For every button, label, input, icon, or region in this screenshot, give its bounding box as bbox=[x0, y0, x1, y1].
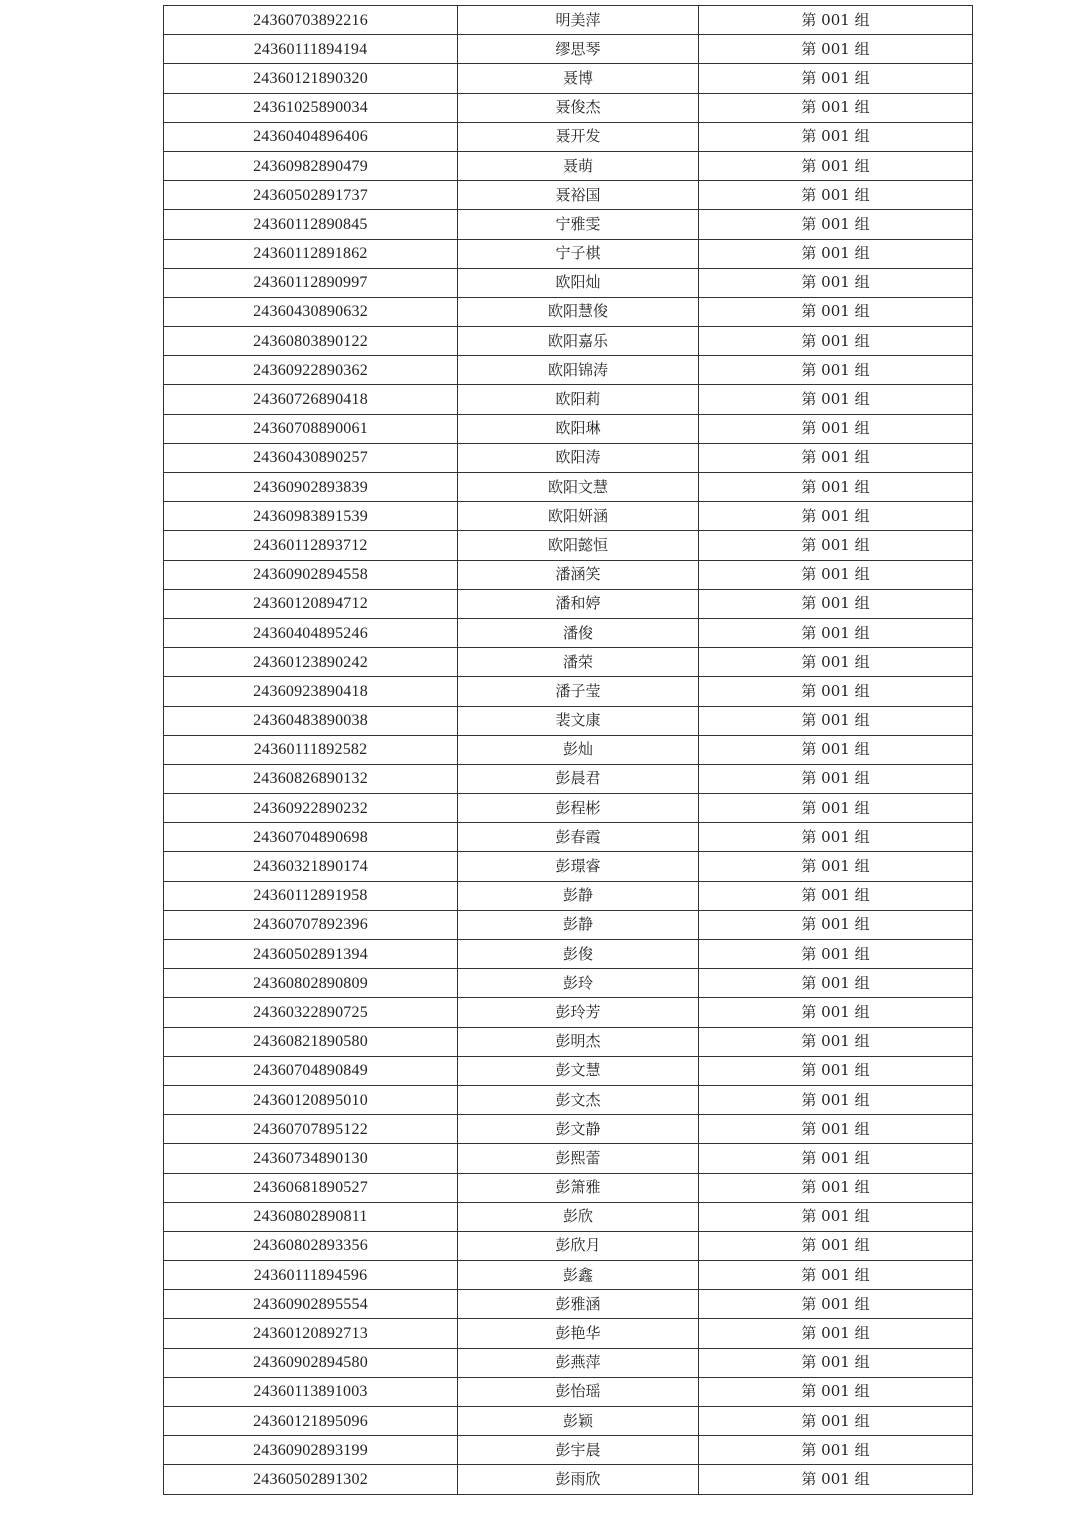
candidate-id-cell: 24360120894712 bbox=[164, 589, 458, 618]
candidate-name-cell: 彭颖 bbox=[458, 1407, 699, 1436]
group-cell: 第 001 组 bbox=[699, 852, 973, 881]
candidate-name-cell: 聂俊杰 bbox=[458, 93, 699, 122]
candidate-name-cell: 彭明杰 bbox=[458, 1027, 699, 1056]
group-cell: 第 001 组 bbox=[699, 589, 973, 618]
group-cell: 第 001 组 bbox=[699, 1144, 973, 1173]
table-row bbox=[164, 677, 973, 706]
candidate-id-cell: 24360430890632 bbox=[164, 297, 458, 326]
table-row bbox=[164, 1231, 973, 1260]
candidate-id-cell: 24360821890580 bbox=[164, 1027, 458, 1056]
table-row bbox=[164, 910, 973, 939]
candidate-id-cell: 24360802890809 bbox=[164, 969, 458, 998]
table-row bbox=[164, 1261, 973, 1290]
candidate-name-cell: 缪思琴 bbox=[458, 35, 699, 64]
table-row bbox=[164, 852, 973, 881]
candidate-id-cell: 24360112891958 bbox=[164, 881, 458, 910]
candidate-name-cell: 欧阳妍涵 bbox=[458, 502, 699, 531]
candidate-id-cell: 24360113891003 bbox=[164, 1377, 458, 1406]
group-cell: 第 001 组 bbox=[699, 6, 973, 35]
candidate-name-cell: 彭程彬 bbox=[458, 794, 699, 823]
group-cell: 第 001 组 bbox=[699, 940, 973, 969]
group-cell: 第 001 组 bbox=[699, 1377, 973, 1406]
candidate-name-cell: 彭艳华 bbox=[458, 1319, 699, 1348]
candidate-name-cell: 潘俊 bbox=[458, 618, 699, 647]
candidate-id-cell: 24360734890130 bbox=[164, 1144, 458, 1173]
group-cell: 第 001 组 bbox=[699, 677, 973, 706]
candidate-id-cell: 24360404895246 bbox=[164, 618, 458, 647]
table-row bbox=[164, 1056, 973, 1085]
candidate-table bbox=[163, 5, 973, 1495]
group-cell: 第 001 组 bbox=[699, 268, 973, 297]
candidate-id-cell: 24360707892396 bbox=[164, 910, 458, 939]
group-cell: 第 001 组 bbox=[699, 1085, 973, 1114]
group-cell: 第 001 组 bbox=[699, 560, 973, 589]
table-row bbox=[164, 1348, 973, 1377]
candidate-name-cell: 彭欣月 bbox=[458, 1231, 699, 1260]
table-row bbox=[164, 969, 973, 998]
table-row bbox=[164, 706, 973, 735]
group-cell: 第 001 组 bbox=[699, 706, 973, 735]
group-cell: 第 001 组 bbox=[699, 1202, 973, 1231]
candidate-id-cell: 24360430890257 bbox=[164, 443, 458, 472]
candidate-name-cell: 潘子莹 bbox=[458, 677, 699, 706]
candidate-name-cell: 彭春霞 bbox=[458, 823, 699, 852]
candidate-name-cell: 彭文杰 bbox=[458, 1085, 699, 1114]
table-row bbox=[164, 239, 973, 268]
table-row bbox=[164, 297, 973, 326]
group-cell: 第 001 组 bbox=[699, 998, 973, 1027]
candidate-name-cell: 彭怡瑶 bbox=[458, 1377, 699, 1406]
group-cell: 第 001 组 bbox=[699, 414, 973, 443]
candidate-id-cell: 24360704890698 bbox=[164, 823, 458, 852]
candidate-id-cell: 24360826890132 bbox=[164, 764, 458, 793]
table-row bbox=[164, 823, 973, 852]
candidate-name-cell: 彭静 bbox=[458, 881, 699, 910]
candidate-id-cell: 24360726890418 bbox=[164, 385, 458, 414]
candidate-id-cell: 24360902893839 bbox=[164, 473, 458, 502]
candidate-name-cell: 彭燕萍 bbox=[458, 1348, 699, 1377]
table-row bbox=[164, 414, 973, 443]
table-row bbox=[164, 735, 973, 764]
candidate-id-cell: 24360923890418 bbox=[164, 677, 458, 706]
candidate-id-cell: 24360483890038 bbox=[164, 706, 458, 735]
candidate-id-cell: 24360703892216 bbox=[164, 6, 458, 35]
group-cell: 第 001 组 bbox=[699, 823, 973, 852]
table-row bbox=[164, 151, 973, 180]
candidate-name-cell: 彭俊 bbox=[458, 940, 699, 969]
candidate-name-cell: 彭玲芳 bbox=[458, 998, 699, 1027]
table-row bbox=[164, 6, 973, 35]
group-cell: 第 001 组 bbox=[699, 910, 973, 939]
group-cell: 第 001 组 bbox=[699, 64, 973, 93]
group-cell: 第 001 组 bbox=[699, 473, 973, 502]
candidate-id-cell: 24360902894558 bbox=[164, 560, 458, 589]
group-cell: 第 001 组 bbox=[699, 297, 973, 326]
table-row bbox=[164, 1319, 973, 1348]
candidate-name-cell: 宁雅雯 bbox=[458, 210, 699, 239]
candidate-name-cell: 彭宇晨 bbox=[458, 1436, 699, 1465]
candidate-name-cell: 彭欣 bbox=[458, 1202, 699, 1231]
table-row bbox=[164, 881, 973, 910]
table-row bbox=[164, 1115, 973, 1144]
candidate-id-cell: 24360502891394 bbox=[164, 940, 458, 969]
group-cell: 第 001 组 bbox=[699, 531, 973, 560]
candidate-id-cell: 24360681890527 bbox=[164, 1173, 458, 1202]
table-row bbox=[164, 764, 973, 793]
group-cell: 第 001 组 bbox=[699, 1290, 973, 1319]
table-row bbox=[164, 1290, 973, 1319]
candidate-name-cell: 彭璟睿 bbox=[458, 852, 699, 881]
candidate-name-cell: 彭文静 bbox=[458, 1115, 699, 1144]
candidate-id-cell: 24360802890811 bbox=[164, 1202, 458, 1231]
group-cell: 第 001 组 bbox=[699, 1115, 973, 1144]
table-row bbox=[164, 473, 973, 502]
candidate-id-cell: 24360112893712 bbox=[164, 531, 458, 560]
candidate-name-cell: 欧阳琳 bbox=[458, 414, 699, 443]
candidate-name-cell: 彭晨君 bbox=[458, 764, 699, 793]
candidate-id-cell: 24360111894596 bbox=[164, 1261, 458, 1290]
candidate-id-cell: 24360112890845 bbox=[164, 210, 458, 239]
table-body bbox=[164, 6, 973, 1495]
candidate-id-cell: 24360111892582 bbox=[164, 735, 458, 764]
candidate-name-cell: 潘荣 bbox=[458, 648, 699, 677]
group-cell: 第 001 组 bbox=[699, 93, 973, 122]
candidate-name-cell: 彭静 bbox=[458, 910, 699, 939]
table-row bbox=[164, 648, 973, 677]
table-row bbox=[164, 560, 973, 589]
table-row bbox=[164, 502, 973, 531]
candidate-name-cell: 欧阳懿恒 bbox=[458, 531, 699, 560]
candidate-name-cell: 聂博 bbox=[458, 64, 699, 93]
group-cell: 第 001 组 bbox=[699, 210, 973, 239]
candidate-id-cell: 24360112891862 bbox=[164, 239, 458, 268]
candidate-id-cell: 24360902894580 bbox=[164, 1348, 458, 1377]
group-cell: 第 001 组 bbox=[699, 385, 973, 414]
candidate-id-cell: 24360922890362 bbox=[164, 356, 458, 385]
table-row bbox=[164, 998, 973, 1027]
group-cell: 第 001 组 bbox=[699, 1319, 973, 1348]
candidate-id-cell: 24360111894194 bbox=[164, 35, 458, 64]
group-cell: 第 001 组 bbox=[699, 443, 973, 472]
group-cell: 第 001 组 bbox=[699, 794, 973, 823]
candidate-name-cell: 裴文康 bbox=[458, 706, 699, 735]
group-cell: 第 001 组 bbox=[699, 35, 973, 64]
candidate-name-cell: 欧阳莉 bbox=[458, 385, 699, 414]
group-cell: 第 001 组 bbox=[699, 735, 973, 764]
table-row bbox=[164, 268, 973, 297]
candidate-id-cell: 24360802893356 bbox=[164, 1231, 458, 1260]
candidate-name-cell: 聂裕国 bbox=[458, 181, 699, 210]
table-row bbox=[164, 1173, 973, 1202]
group-cell: 第 001 组 bbox=[699, 1027, 973, 1056]
table-row bbox=[164, 940, 973, 969]
table-row bbox=[164, 1085, 973, 1114]
candidate-id-cell: 24360121895096 bbox=[164, 1407, 458, 1436]
candidate-id-cell: 24360982890479 bbox=[164, 151, 458, 180]
candidate-name-cell: 欧阳嘉乐 bbox=[458, 327, 699, 356]
candidate-name-cell: 明美萍 bbox=[458, 6, 699, 35]
candidate-id-cell: 24361025890034 bbox=[164, 93, 458, 122]
candidate-id-cell: 24360120895010 bbox=[164, 1085, 458, 1114]
group-cell: 第 001 组 bbox=[699, 181, 973, 210]
candidate-id-cell: 24360708890061 bbox=[164, 414, 458, 443]
table-row bbox=[164, 443, 973, 472]
group-cell: 第 001 组 bbox=[699, 648, 973, 677]
group-cell: 第 001 组 bbox=[699, 1407, 973, 1436]
candidate-name-cell: 彭雨欣 bbox=[458, 1465, 699, 1494]
table-row bbox=[164, 1202, 973, 1231]
group-cell: 第 001 组 bbox=[699, 618, 973, 647]
candidate-id-cell: 24360902893199 bbox=[164, 1436, 458, 1465]
table-row bbox=[164, 210, 973, 239]
candidate-name-cell: 宁子棋 bbox=[458, 239, 699, 268]
table-row bbox=[164, 1436, 973, 1465]
candidate-id-cell: 24360120892713 bbox=[164, 1319, 458, 1348]
candidate-name-cell: 彭熙蕾 bbox=[458, 1144, 699, 1173]
candidate-id-cell: 24360121890320 bbox=[164, 64, 458, 93]
candidate-name-cell: 彭鑫 bbox=[458, 1261, 699, 1290]
table-row bbox=[164, 35, 973, 64]
table-row bbox=[164, 122, 973, 151]
table-row bbox=[164, 93, 973, 122]
table-row bbox=[164, 327, 973, 356]
candidate-name-cell: 潘涵笑 bbox=[458, 560, 699, 589]
candidate-id-cell: 24360922890232 bbox=[164, 794, 458, 823]
table-row bbox=[164, 181, 973, 210]
group-cell: 第 001 组 bbox=[699, 1348, 973, 1377]
group-cell: 第 001 组 bbox=[699, 1231, 973, 1260]
group-cell: 第 001 组 bbox=[699, 1056, 973, 1085]
group-cell: 第 001 组 bbox=[699, 122, 973, 151]
candidate-id-cell: 24360704890849 bbox=[164, 1056, 458, 1085]
candidate-name-cell: 潘和婷 bbox=[458, 589, 699, 618]
group-cell: 第 001 组 bbox=[699, 1173, 973, 1202]
candidate-id-cell: 24360502891302 bbox=[164, 1465, 458, 1494]
candidate-id-cell: 24360123890242 bbox=[164, 648, 458, 677]
candidate-name-cell: 欧阳慧俊 bbox=[458, 297, 699, 326]
group-cell: 第 001 组 bbox=[699, 1261, 973, 1290]
candidate-name-cell: 欧阳灿 bbox=[458, 268, 699, 297]
candidate-id-cell: 24360707895122 bbox=[164, 1115, 458, 1144]
candidate-name-cell: 彭灿 bbox=[458, 735, 699, 764]
group-cell: 第 001 组 bbox=[699, 1465, 973, 1494]
candidate-id-cell: 24360803890122 bbox=[164, 327, 458, 356]
table-row bbox=[164, 1027, 973, 1056]
table-row bbox=[164, 618, 973, 647]
candidate-name-cell: 聂萌 bbox=[458, 151, 699, 180]
table-row bbox=[164, 64, 973, 93]
table-row bbox=[164, 1407, 973, 1436]
group-cell: 第 001 组 bbox=[699, 239, 973, 268]
candidate-name-cell: 彭雅涵 bbox=[458, 1290, 699, 1319]
candidate-id-cell: 24360404896406 bbox=[164, 122, 458, 151]
table-row bbox=[164, 531, 973, 560]
group-cell: 第 001 组 bbox=[699, 881, 973, 910]
group-cell: 第 001 组 bbox=[699, 1436, 973, 1465]
table-row bbox=[164, 589, 973, 618]
candidate-name-cell: 欧阳涛 bbox=[458, 443, 699, 472]
table-row bbox=[164, 356, 973, 385]
group-cell: 第 001 组 bbox=[699, 327, 973, 356]
table-row bbox=[164, 1465, 973, 1494]
table-row bbox=[164, 385, 973, 414]
group-cell: 第 001 组 bbox=[699, 356, 973, 385]
table-row bbox=[164, 794, 973, 823]
table-row bbox=[164, 1144, 973, 1173]
candidate-name-cell: 欧阳锦涛 bbox=[458, 356, 699, 385]
candidate-id-cell: 24360112890997 bbox=[164, 268, 458, 297]
candidate-name-cell: 欧阳文慧 bbox=[458, 473, 699, 502]
candidate-name-cell: 彭文慧 bbox=[458, 1056, 699, 1085]
group-cell: 第 001 组 bbox=[699, 502, 973, 531]
group-cell: 第 001 组 bbox=[699, 764, 973, 793]
candidate-name-cell: 聂开发 bbox=[458, 122, 699, 151]
candidate-id-cell: 24360983891539 bbox=[164, 502, 458, 531]
candidate-name-cell: 彭箫雅 bbox=[458, 1173, 699, 1202]
candidate-id-cell: 24360902895554 bbox=[164, 1290, 458, 1319]
candidate-name-cell: 彭玲 bbox=[458, 969, 699, 998]
candidate-id-cell: 24360321890174 bbox=[164, 852, 458, 881]
group-cell: 第 001 组 bbox=[699, 151, 973, 180]
table-row bbox=[164, 1377, 973, 1406]
group-cell: 第 001 组 bbox=[699, 969, 973, 998]
candidate-id-cell: 24360502891737 bbox=[164, 181, 458, 210]
candidate-id-cell: 24360322890725 bbox=[164, 998, 458, 1027]
